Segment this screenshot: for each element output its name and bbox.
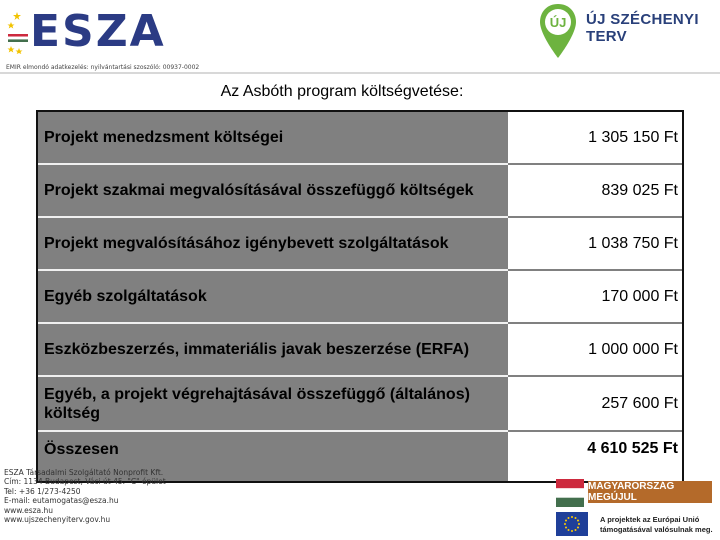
total-value: 4 610 525 Ft: [508, 432, 682, 481]
contact-line: Cím: 1134 Budapest, Váci út 45. "C" épület: [4, 477, 166, 487]
header-divider: [0, 72, 720, 74]
cost-label: Egyéb szolgáltatások: [44, 288, 207, 305]
table-row: [38, 112, 682, 163]
cost-value: 1 305 150 Ft: [508, 112, 682, 163]
contact-line: www.esza.hu: [4, 505, 54, 515]
cost-label: Eszközbeszerzés, immateriális javak beszerzése (ERFA): [44, 341, 470, 358]
eu-flag-icon: [556, 512, 588, 536]
pin-label: ÚJ: [549, 15, 567, 30]
total-label: Összesen: [44, 441, 119, 458]
cost-value: 1 000 000 Ft: [508, 324, 682, 375]
contact-line: www.ujszechenyiterv.gov.hu: [4, 515, 111, 525]
star-cluster-icon: [6, 10, 28, 54]
cost-label: Projekt szakmai megvalósításával összefüggő költségek: [44, 182, 474, 199]
budget-table: [36, 110, 684, 483]
cost-value: 257 600 Ft: [508, 377, 682, 430]
eu-text-line: támogatásával valósulnak meg.: [600, 525, 713, 534]
contact-line: ESZA Társadalmi Szolgáltató Nonprofit Kft.: [4, 468, 164, 477]
szechenyi-terv-text: ÚJ SZÉCHENYI TERV: [586, 11, 699, 45]
cost-label: Egyéb, a projekt végrehajtásával összefüggő (általános) költség: [44, 385, 470, 422]
page-title: Az Asbóth program költségvetése:: [220, 83, 464, 100]
cost-label: Projekt megvalósításához igénybevett szolgáltatások: [44, 235, 449, 252]
cost-label: Projekt menedzsment költségei: [44, 129, 284, 146]
organization-contact: [4, 468, 166, 524]
hungarian-flag-stripe-icon: [8, 34, 28, 42]
table-row: [38, 218, 682, 269]
table-row: [38, 271, 682, 322]
hungarian-flag-icon: [556, 479, 584, 507]
cost-value: 1 038 750 Ft: [508, 218, 682, 269]
cost-value: 170 000 Ft: [508, 271, 682, 322]
location-pin-icon: [538, 2, 578, 60]
registration-note: EMIR elmondó adatkezelés: nyilvántartási szoszóló: 00937-0002: [6, 64, 200, 71]
magyarorszag-megujul-banner: MAGYARORSZÁG MEGÚJUL: [588, 481, 712, 503]
contact-line: Tel: +36 1/273-4250: [4, 486, 81, 496]
cost-value: 839 025 Ft: [508, 165, 682, 216]
esza-logo-text: ESZA: [30, 6, 166, 57]
table-row: [38, 377, 682, 430]
contact-line: E-mail: eutamogatas@esza.hu: [4, 496, 119, 506]
table-row: [38, 324, 682, 375]
eu-support-text: [600, 515, 713, 535]
esza-logo: [6, 6, 166, 58]
eu-text-line: A projektek az Európai Unió: [600, 515, 700, 524]
uj-szechenyi-terv-logo: [538, 2, 720, 60]
table-row: [38, 165, 682, 216]
